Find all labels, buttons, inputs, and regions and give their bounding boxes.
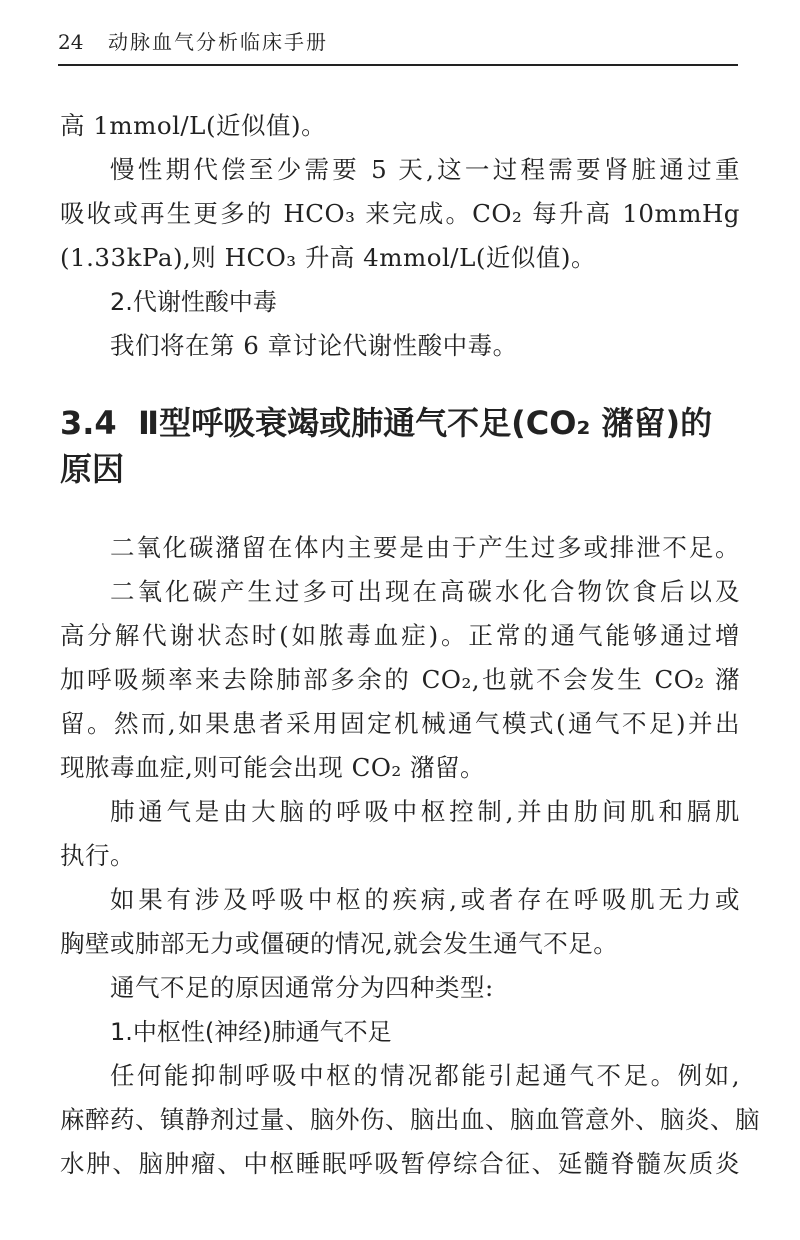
- paragraph-line: 通气不足的原因通常分为四种类型:: [110, 973, 494, 1002]
- paragraph-line: 二氧化碳产生过多可出现在高碳水化合物饮食后以及: [110, 577, 740, 606]
- paragraph-line: 高 1mmol/L(近似值)。: [60, 111, 327, 140]
- paragraph-line: (1.33kPa),则 HCO₃ 升高 4mmol/L(近似值)。: [60, 243, 596, 272]
- paragraph-line: 高分解代谢状态时(如脓毒血症)。正常的通气能够通过增: [60, 621, 740, 650]
- paragraph-line: 执行。: [60, 841, 135, 870]
- section-title: Ⅱ型呼吸衰竭或肺通气不足(CO₂ 潴留)的: [138, 404, 713, 442]
- paragraph-line: 慢性期代偿至少需要 5 天,这一过程需要肾脏通过重: [110, 155, 740, 184]
- subheading-metabolic-acidosis: 2.代谢性酸中毒: [110, 288, 277, 316]
- book-title: 动脉血气分析临床手册: [108, 30, 328, 54]
- paragraph-line: 加呼吸频率来去除肺部多余的 CO₂,也就不会发生 CO₂ 潴: [60, 665, 740, 694]
- page-number: 24: [58, 30, 84, 54]
- paragraph-line: 麻醉药、镇静剂过量、脑外伤、脑出血、脑血管意外、脑炎、脑: [60, 1105, 760, 1134]
- section-title-continued: 原因: [60, 450, 125, 488]
- paragraph-line: 肺通气是由大脑的呼吸中枢控制,并由肋间肌和膈肌: [110, 797, 740, 826]
- paragraph-line: 水肿、脑肿瘤、中枢睡眠呼吸暂停综合征、延髓脊髓灰质炎: [60, 1149, 740, 1178]
- paragraph-line: 胸壁或肺部无力或僵硬的情况,就会发生通气不足。: [60, 929, 619, 958]
- page-header: [58, 30, 738, 66]
- subheading-central-hypoventilation: 1.中枢性(神经)肺通气不足: [110, 1018, 392, 1046]
- section-number: 3.4: [60, 404, 117, 442]
- paragraph-line: 二氧化碳潴留在体内主要是由于产生过多或排泄不足。: [110, 533, 740, 562]
- paragraph-line: 我们将在第 6 章讨论代谢性酸中毒。: [110, 331, 518, 360]
- paragraph-line: 留。然而,如果患者采用固定机械通气模式(通气不足)并出: [60, 709, 740, 738]
- paragraph-line: 吸收或再生更多的 HCO₃ 来完成。CO₂ 每升高 10mmHg: [60, 199, 740, 228]
- header-rule: [58, 64, 738, 66]
- section-heading: [60, 402, 740, 444]
- paragraph-line: 任何能抑制呼吸中枢的情况都能引起通气不足。例如,: [110, 1061, 740, 1090]
- paragraph-line: 现脓毒血症,则可能会出现 CO₂ 潴留。: [60, 753, 486, 782]
- paragraph-line: 如果有涉及呼吸中枢的疾病,或者存在呼吸肌无力或: [110, 885, 740, 914]
